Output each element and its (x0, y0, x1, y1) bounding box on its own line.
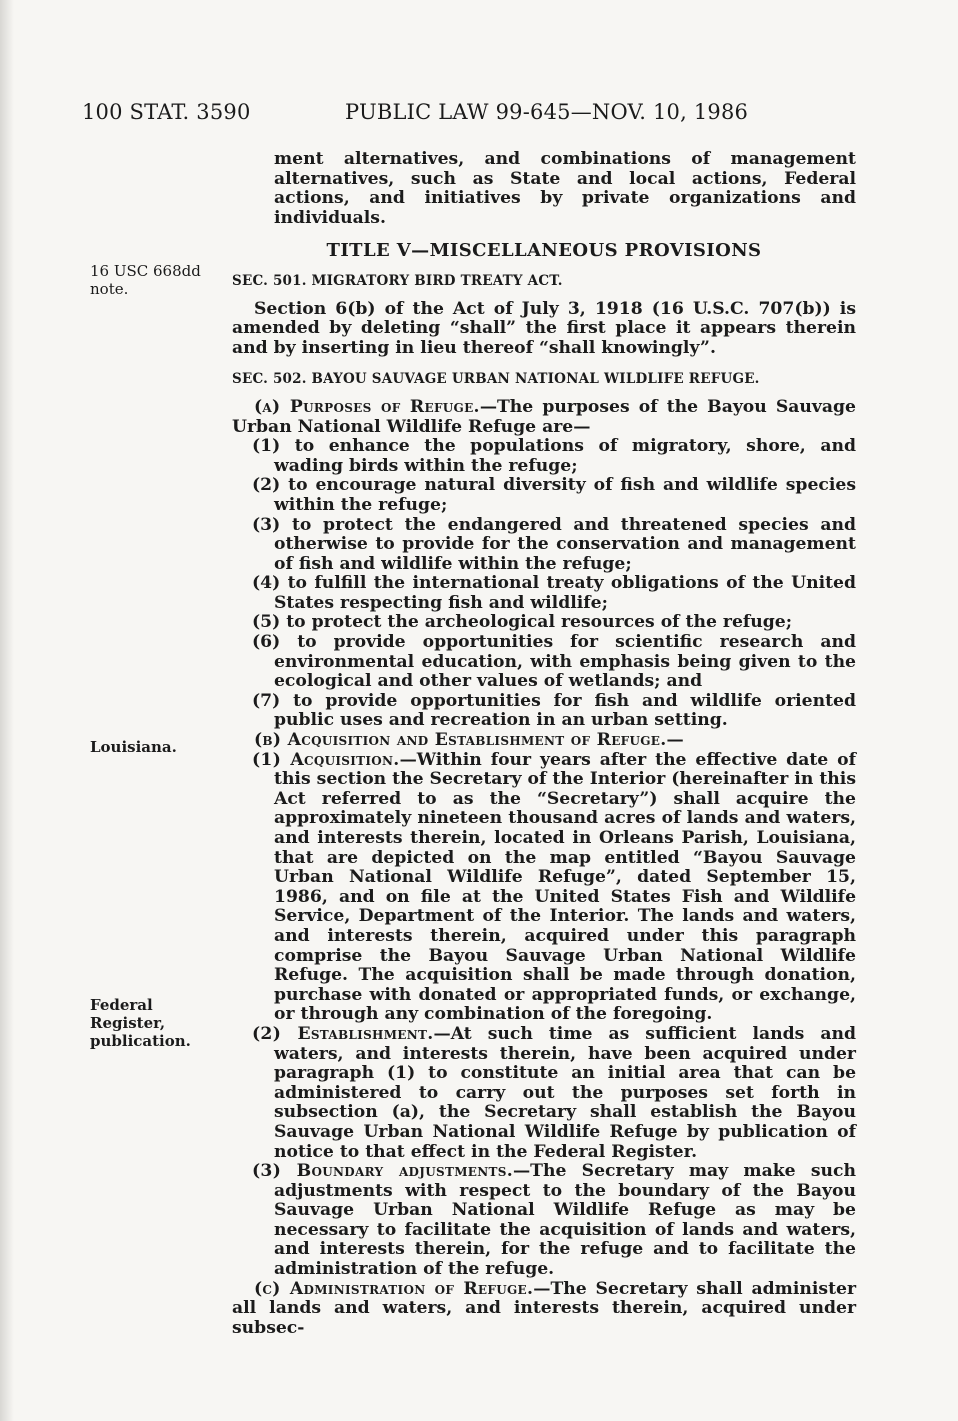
subsection-a-label: (a) Purposes of Refuge. (254, 396, 480, 417)
margin-note-fr-line3: publication. (90, 1032, 191, 1050)
purpose-item: (3) to protect the endangered and threatened species and otherwise to provide for the conservation and management of fish and wildlife within the refuge; (252, 514, 856, 574)
purpose-item: (4) to fulfill the international treaty obligations of the United States respecting fish and wildlife; (252, 573, 856, 613)
subsection-c-text: —The Secretary shall administer all lands and waters, and interests therein, acquired under subsec- (232, 1278, 857, 1338)
opening-paragraph: ment alternatives, and combinations of management alternatives, such as State and local actions, Federal actions, and initiatives by private organizations and individuals. (274, 149, 856, 228)
paragraph-b2-text: —At such time as sufficient lands and waters, and interests therein, have been acquired under paragraph (1) to constitute an initial area that can be administered to carry out the purposes set forth in subsection (a), the Secretary shall establish the Bayou Sauvage Urban National Wildlife Refuge by publication of notice to that effect in the Federal Register. (274, 1023, 857, 1162)
paragraph-b3-label: (3) Boundary adjustments. (252, 1161, 513, 1182)
margin-note-usc-line2: note. (90, 280, 129, 298)
subsection-a-text: —The purposes of the Bayou Sauvage Urban National Wildlife Refuge are— (232, 396, 856, 437)
margin-note-federal-register (90, 996, 220, 1050)
paragraph-b3 (232, 1162, 856, 1280)
purpose-item: (5) to protect the archeological resources of the refuge; (252, 612, 793, 633)
subsection-c-label: (c) Administration of Refuge. (254, 1278, 534, 1299)
sec-502-heading: SEC. 502. BAYOU SAUVAGE URBAN NATIONAL WILDLIFE REFUGE. (232, 371, 760, 388)
page-reference: 100 STAT. 3590 (82, 100, 251, 124)
body-text (232, 150, 856, 1338)
paragraph-b1-label: (1) Acquisition. (252, 749, 400, 770)
paragraph-b1-text: —Within four years after the effective date of this section the Secretary of the Interior (hereinafter in this Act referred to as the “Secretary”) shall acquire the approximately nineteen thousand acres of lands and waters, and interests therein, located in Orleans Parish, Louisiana, that are depicted on the map entitled “Bayou Sauvage Urban National Wildlife Refuge”, dated September 15, 1986, and on file at the United States Fish and Wildlife Service, Department of the Interior. The lands and waters, and interests therein, acquired under this paragraph comprise the Bayou Sauvage Urban National Wildlife Refuge. The acquisition shall be made through donation, purchase with donated or appropriated funds, or exchange, or through any combination of the foregoing. (274, 749, 856, 1025)
paragraph-b1 (232, 751, 856, 1025)
sec-501-heading: SEC. 501. MIGRATORY BIRD TREATY ACT. (232, 272, 563, 289)
law-title: PUBLIC LAW 99-645—NOV. 10, 1986 (345, 100, 749, 124)
margin-note-fr-line1: Federal (90, 996, 153, 1014)
subsection-b-text: — (666, 730, 684, 751)
subsection-a (232, 398, 856, 437)
margin-note-louisiana: Louisiana. (90, 738, 177, 756)
subsection-c (232, 1280, 856, 1339)
paragraph-b3-text: —The Secretary may make such adjustments with respect to the boundary of the Bayou Sauvage Urban National Wildlife Refuge as may be necessary to facilitate the acquisition of lands and waters, and interests therein, for the refuge and to facilitate the administration of the refuge. (274, 1161, 856, 1280)
purpose-item: (1) to enhance the populations of migratory, shore, and wading birds within the refuge; (252, 436, 856, 476)
subsection-b-label: (b) Acquisition and Establishment of Refuge. (254, 730, 667, 751)
paragraph-b2 (232, 1025, 856, 1162)
purpose-item: (6) to provide opportunities for scientific research and environmental education, with emphasis being given to the ecological and other values of wetlands; and (252, 632, 856, 692)
margin-note-fr-line2: Register, (90, 1014, 166, 1032)
paragraph-b2-label: (2) Establishment. (252, 1023, 434, 1044)
title-heading: TITLE V—MISCELLANEOUS PROVISIONS (326, 240, 762, 262)
margin-note-usc (90, 262, 220, 298)
purpose-item: (7) to provide opportunities for fish and wildlife oriented public uses and recreation in an urban setting. (252, 690, 856, 731)
margin-note-usc-line1: 16 USC 668dd (90, 262, 201, 280)
scan-edge-shadow (0, 0, 14, 1421)
sec-501-text: Section 6(b) of the Act of July 3, 1918 (16 U.S.C. 707(b)) is amended by deleting “shall” the first place it appears therein and by inserting in lieu thereof “shall knowingly”. (232, 298, 856, 358)
purpose-item: (2) to encourage natural diversity of fish and wildlife species within the refuge; (252, 475, 856, 515)
subsection-b (232, 731, 856, 751)
